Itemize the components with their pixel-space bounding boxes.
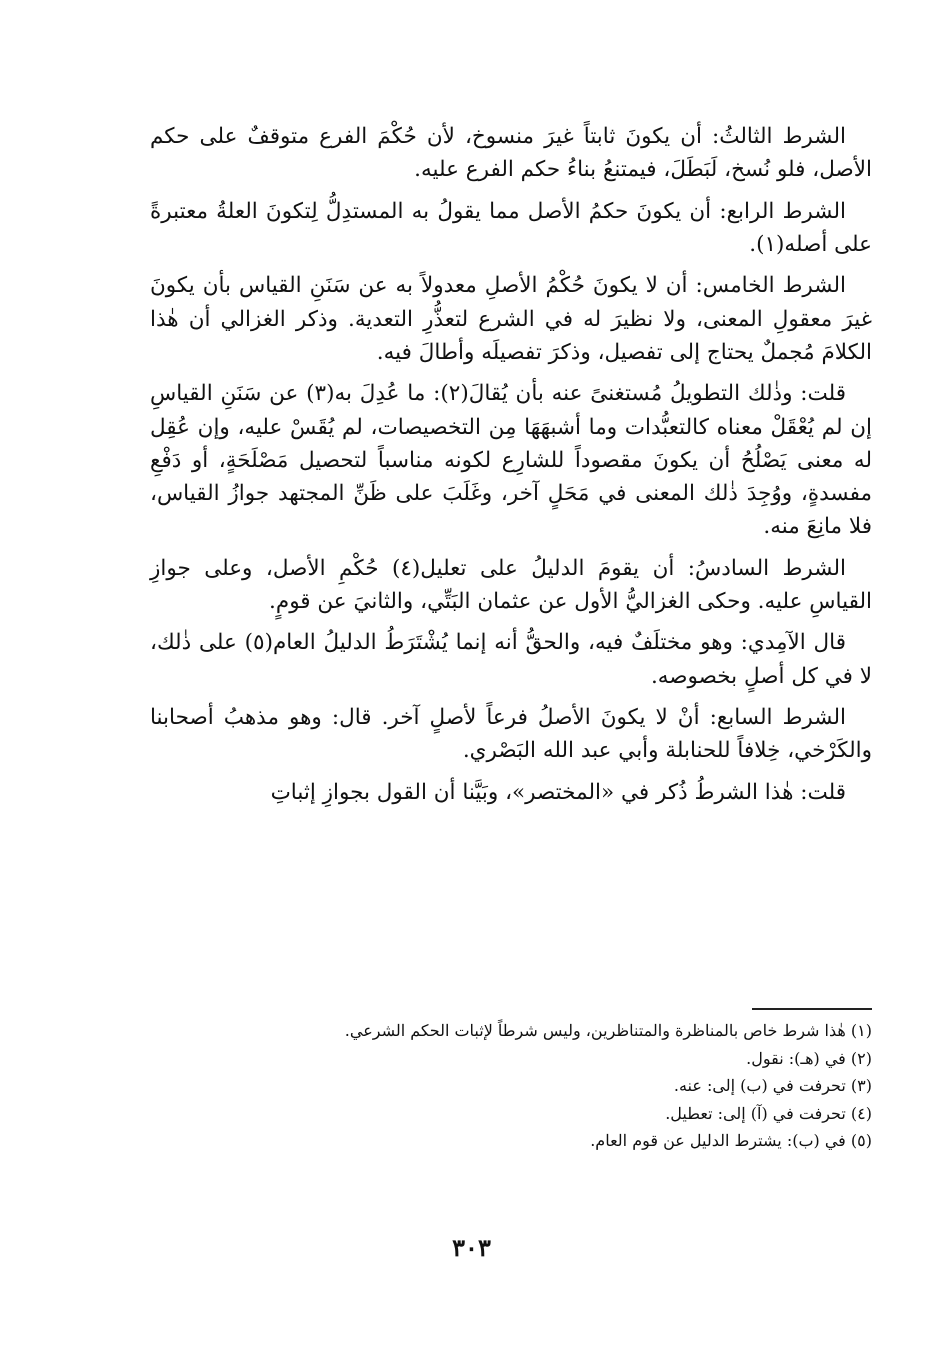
footnote-5: (٥) في (ب): يشترط الدليل عن قوم العام. [590,1131,872,1151]
paragraph-commentary-2: قلت: هٰذا الشرطُ ذُكر في «المختصر»، وبَيَّنا أن القول بجوازِ إثباتِ [270,779,846,805]
paragraph-condition-5: الشرط الخامس: أن لا يكونَ حُكْمُ الأصلِ معدولاً به عن سَنَنِ القياس بأن يكونَ غيرَ معقولِ المعنى، ولا نظيرَ له في الشرع لتعذُّرِ التعدية. وذكر الغزالي أن هٰذا الكلامَ مُجملٌ يحتاج إلى تفصيل، وذكرَ تفصيلَه وأطالَ فيه. [150,273,872,365]
paragraph-condition-6: الشرط السادسُ: أن يقومَ الدليلُ على تعليل(٤) حُكْمِ الأصل، وعلى جوازِ القياسِ عليه. وحكى الغزاليُّ الأول عن عثمان البَتِّي، والثانيَ عن قومٍ. [150,555,872,615]
footnote-4: (٤) تحرفت في (آ) إلى: تعطيل. [665,1103,872,1123]
footnote-3: (٣) تحرفت في (ب) إلى: عنه. [673,1076,872,1096]
paragraph-condition-4: الشرط الرابع: أن يكونَ حكمُ الأصل مما يقولُ به المستدِلُّ لِتكونَ العلةُ معتبرةً على أصله(١). [150,198,872,257]
footnotes [300,1018,872,1156]
paragraph-condition-7: الشرط السابع: أنْ لا يكونَ الأصلُ فرعاً لأصلٍ آخر. قال: وهو مذهبُ أصحابنا والكَرْخي، خِلافاً للحنابلة وأبي عبد الله البَصْري. [150,705,872,764]
footnote-2: (٢) في (هـ): نقول. [746,1048,872,1068]
paragraph-condition-3: الشرط الثالثُ: أن يكونَ ثابتاً غيرَ منسوخ، لأن حُكْمَ الفرع متوقفٌ على حكم الأصل، فلو نُسخ، لَبَطَلَ، فيمتنعُ بناءُ حكم الفرع عليه. [150,124,872,183]
footnote-separator [752,1008,872,1010]
main-text [150,120,872,817]
paragraph-amidi-quote: قال الآمِدي: وهو مختلَفٌ فيه، والحقُّ أنه إنما يُشْتَرَطُ الدليلُ العام(٥) على ذٰلك، لا في كل أصلٍ بخصوصه. [150,630,872,689]
page-number: ٣٠٣ [452,1233,491,1262]
footnote-1: (١) هٰذا شرط خاص بالمناظرة والمتناظرين، وليس شرطاً لإثبات الحكم الشرعي. [344,1021,872,1040]
paragraph-commentary-1: قلت: وذٰلك التطويلُ مُستغنىً عنه بأن يُقالَ(٢): ما عُدِلَ به(٣) عن سَنَنِ القياسِ إن لم يُعْقَلْ معناه كالتعبُّدات وما أشبهَهَا مِن التخصيصات، لم يُقَسْ عليه، وإن عُقِل له معنى يَصْلُحُ أن يكونَ مقصوداً للشارِع لكونه مناسباً لتحصيل مَصْلَحَةٍ، أو دَفْعِ مفسدةٍ، ووُجِدَ ذٰلك المعنى في مَحَلٍ آخر، وغَلَبَ على ظَنِّ المجتهد جوازُ القياس، فلا مانِعَ منه. [150,381,872,540]
